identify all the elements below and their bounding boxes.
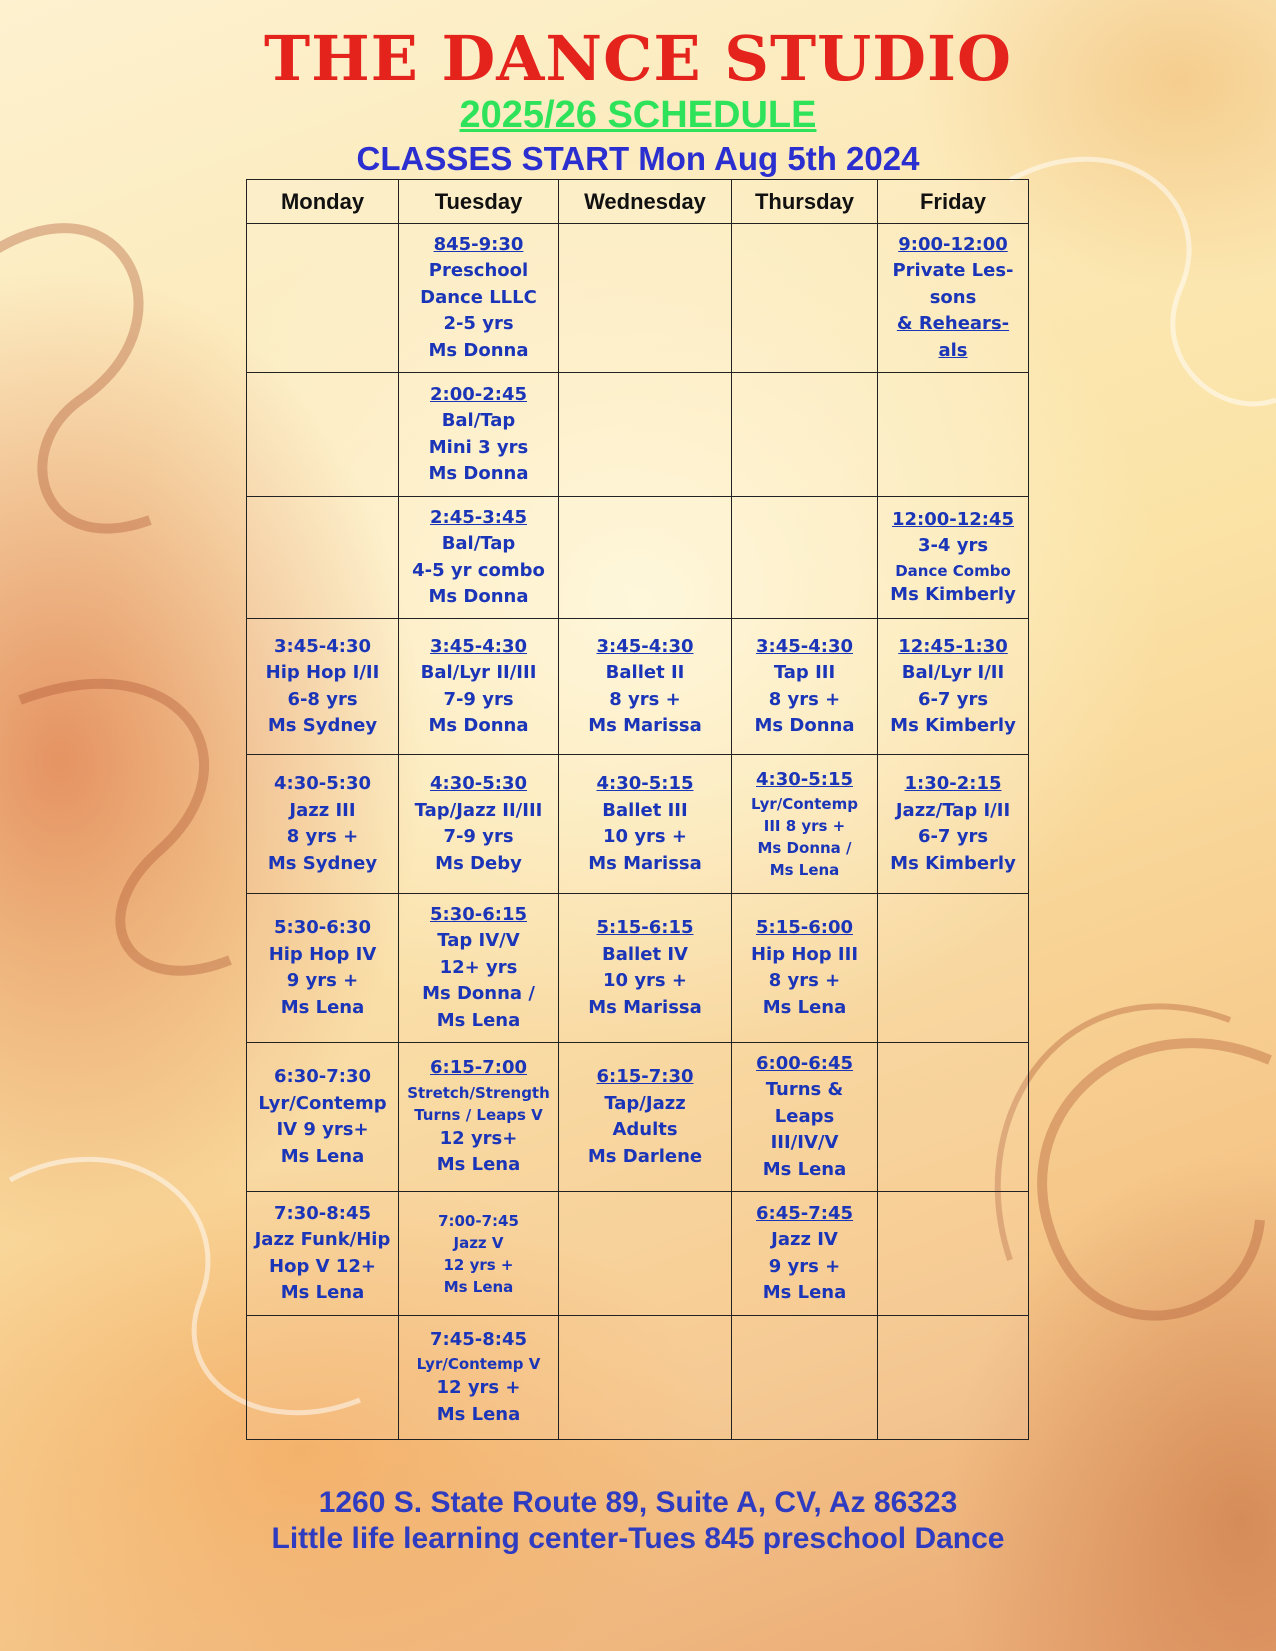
- class-detail: als: [938, 339, 968, 361]
- class-detail: Ms Lena: [762, 1158, 847, 1180]
- class-detail: Ballet IV: [602, 943, 688, 965]
- class-detail: Ms Marissa: [588, 715, 702, 736]
- class-time: 7:00-7:45: [438, 1211, 519, 1230]
- class-time: 3:45-4:30: [755, 635, 853, 657]
- class-detail: Ms Kimberly: [890, 715, 1016, 736]
- class-time: 2:45-3:45: [429, 506, 527, 528]
- class-detail: 8 yrs +: [768, 970, 841, 991]
- schedule-row: [247, 755, 1029, 894]
- class-detail: Ms Donna: [428, 463, 529, 484]
- class-cell-wednesday: [559, 755, 732, 894]
- class-detail: Ms Lena: [436, 1154, 521, 1176]
- class-detail: Lyr/Contemp: [258, 1092, 387, 1114]
- class-detail: Ms Sydney: [267, 715, 378, 736]
- class-detail: Bal/Lyr I/II: [901, 662, 1005, 683]
- class-cell-tuesday: [399, 1192, 559, 1316]
- schedule-row: [247, 894, 1029, 1043]
- class-detail: 8 yrs +: [768, 688, 841, 710]
- class-cell-tuesday: [399, 619, 559, 755]
- studio-address: 1260 S. State Route 89, Suite A, CV, Az 86323: [318, 1486, 958, 1519]
- class-time: 7:30-8:45: [273, 1202, 371, 1224]
- class-time: 6:15-7:30: [596, 1066, 694, 1087]
- class-detail: Ms Lena: [280, 996, 365, 1018]
- class-detail: Ms Darlene: [587, 1145, 703, 1167]
- class-cell-friday: [878, 755, 1029, 894]
- class-detail: Ms Marissa: [588, 852, 702, 874]
- class-cell-friday: [878, 619, 1029, 755]
- class-cell-friday: [878, 1192, 1029, 1316]
- day-header-row: [247, 180, 1029, 224]
- class-detail: Leaps: [774, 1105, 835, 1127]
- class-time: 6:30-7:30: [273, 1066, 371, 1087]
- class-time: 3:45-4:30: [596, 635, 694, 657]
- class-cell-thursday: [732, 894, 878, 1043]
- class-cell-wednesday: [559, 1316, 732, 1440]
- class-detail: Bal/Tap: [441, 410, 516, 431]
- class-cell-monday: [247, 1043, 399, 1192]
- class-time: 5:30-6:15: [429, 903, 527, 925]
- class-detail: 4-5 yr combo: [412, 559, 545, 581]
- schedule-subtitle: 2025/26 SCHEDULE: [459, 94, 817, 136]
- class-detail: Hip Hop III: [750, 943, 859, 965]
- class-detail: 10 yrs +: [603, 826, 687, 847]
- class-time: 7:45-8:45: [429, 1328, 527, 1350]
- class-cell-monday: [247, 619, 399, 755]
- class-detail: 7-9 yrs: [443, 826, 514, 847]
- class-time: 9:00-12:00: [898, 233, 1008, 255]
- class-detail: 6-8 yrs: [287, 688, 358, 710]
- class-detail: Adults: [612, 1119, 678, 1140]
- class-time: 4:30-5:30: [429, 773, 527, 794]
- class-cell-tuesday: [399, 224, 559, 373]
- class-detail: Turns &: [765, 1079, 844, 1101]
- class-detail: Jazz III: [289, 799, 356, 821]
- class-detail: Hip Hop I/II: [265, 662, 380, 683]
- class-cell-monday: [247, 894, 399, 1043]
- class-cell-thursday: [732, 1043, 878, 1192]
- class-time: 4:30-5:15: [755, 768, 853, 790]
- class-time: 4:30-5:15: [596, 773, 694, 794]
- class-cell-monday: [247, 1192, 399, 1316]
- class-detail: 9 yrs +: [768, 1255, 841, 1277]
- class-detail: Ballet III: [602, 799, 688, 821]
- class-detail: Ms Lena: [762, 1282, 847, 1303]
- class-detail: Ms Lena: [769, 861, 840, 880]
- class-cell-friday: [878, 894, 1029, 1043]
- class-cell-wednesday: [559, 1192, 732, 1316]
- class-detail: 3-4 yrs: [917, 535, 989, 557]
- class-detail: Ms Lena: [436, 1009, 521, 1031]
- schedule-row: [247, 1043, 1029, 1192]
- class-detail: Bal/Tap: [441, 533, 516, 554]
- class-time: 5:15-6:00: [755, 917, 853, 938]
- class-detail: sons: [929, 286, 977, 308]
- day-header-thursday: Thursday: [732, 180, 878, 224]
- class-cell-wednesday: [559, 373, 732, 497]
- class-cell-friday: [878, 1043, 1029, 1192]
- schedule-row: [247, 497, 1029, 619]
- class-detail: III/IV/V: [770, 1132, 839, 1154]
- class-detail: Stretch/Strength: [407, 1083, 550, 1102]
- class-cell-friday: [878, 497, 1029, 619]
- class-detail: & Rehears-: [896, 313, 1010, 335]
- class-detail: 12 yrs +: [436, 1377, 521, 1399]
- class-cell-monday: [247, 755, 399, 894]
- class-cell-monday: [247, 1316, 399, 1440]
- class-detail: Lyr/Contemp V: [416, 1355, 541, 1374]
- class-detail: Ms Kimberly: [890, 852, 1016, 874]
- studio-title: THE DANCE STUDIO: [263, 22, 1013, 95]
- class-time: 12:00-12:45: [891, 508, 1015, 530]
- class-cell-thursday: [732, 1316, 878, 1440]
- class-detail: 8 yrs +: [286, 826, 359, 847]
- class-cell-wednesday: [559, 619, 732, 755]
- class-detail: Tap/Jazz: [604, 1092, 686, 1114]
- class-cell-tuesday: [399, 755, 559, 894]
- class-detail: 2-5 yrs: [443, 313, 514, 335]
- schedule-body: [247, 224, 1029, 1440]
- schedule-table: [246, 179, 1029, 1440]
- class-detail: 12 yrs+: [439, 1127, 518, 1149]
- class-detail: Jazz IV: [771, 1229, 838, 1250]
- class-detail: Turns / Leaps V: [414, 1105, 543, 1124]
- class-detail: Mini 3 yrs: [428, 436, 529, 458]
- class-detail: Ms Donna /: [422, 983, 535, 1005]
- class-cell-monday: [247, 373, 399, 497]
- class-cell-monday: [247, 224, 399, 373]
- class-cell-thursday: [732, 619, 878, 755]
- class-cell-friday: [878, 224, 1029, 373]
- class-time: 12:45-1:30: [898, 635, 1008, 657]
- class-detail: 9 yrs +: [286, 970, 359, 991]
- class-detail: Tap III: [773, 662, 836, 683]
- class-time: 4:30-5:30: [273, 773, 371, 794]
- class-detail: Tap/Jazz II/III: [414, 799, 543, 821]
- class-detail: Ms Lena: [280, 1145, 365, 1167]
- class-detail: Ms Donna: [754, 715, 855, 736]
- class-cell-friday: [878, 1316, 1029, 1440]
- class-detail: Ms Donna: [428, 715, 529, 736]
- class-detail: Ms Lena: [436, 1403, 521, 1425]
- class-cell-thursday: [732, 755, 878, 894]
- class-detail: Ballet II: [605, 662, 685, 683]
- class-detail: Ms Lena: [280, 1282, 365, 1303]
- class-cell-wednesday: [559, 894, 732, 1043]
- class-cell-tuesday: [399, 1043, 559, 1192]
- schedule-row: [247, 224, 1029, 373]
- class-detail: Lyr/Contemp: [751, 795, 858, 814]
- class-detail: Dance Combo: [895, 561, 1011, 580]
- class-cell-tuesday: [399, 1316, 559, 1440]
- class-detail: IV 9 yrs+: [276, 1119, 369, 1140]
- class-detail: 12+ yrs: [439, 956, 518, 978]
- class-time: 3:45-4:30: [273, 635, 371, 657]
- class-detail: Hip Hop IV: [268, 943, 377, 965]
- day-header-tuesday: Tuesday: [399, 180, 559, 224]
- class-detail: 8 yrs +: [609, 688, 681, 710]
- class-detail: Tap IV/V: [437, 930, 520, 952]
- schedule-row: [247, 1316, 1029, 1440]
- class-cell-wednesday: [559, 1043, 732, 1192]
- class-cell-thursday: [732, 497, 878, 619]
- day-header-monday: Monday: [247, 180, 399, 224]
- class-detail: Ms Kimberly: [890, 583, 1016, 605]
- class-time: 6:00-6:45: [755, 1052, 853, 1074]
- class-time: 6:15-7:00: [429, 1057, 527, 1079]
- class-detail: 10 yrs +: [603, 970, 687, 991]
- class-detail: 7-9 yrs: [443, 688, 514, 710]
- schedule-row: [247, 373, 1029, 497]
- class-cell-tuesday: [399, 894, 559, 1043]
- class-time: 845-9:30: [433, 233, 524, 255]
- class-time: 1:30-2:15: [904, 773, 1002, 794]
- class-detail: 6-7 yrs: [917, 688, 989, 710]
- class-detail: Ms Lena: [443, 1277, 514, 1296]
- class-cell-wednesday: [559, 497, 732, 619]
- classes-start-note: CLASSES START Mon Aug 5th 2024: [356, 140, 920, 177]
- class-time: 3:45-4:30: [429, 635, 527, 657]
- class-detail: Ms Marissa: [588, 996, 702, 1018]
- class-time: 5:30-6:30: [273, 917, 371, 938]
- class-cell-tuesday: [399, 497, 559, 619]
- day-header-wednesday: Wednesday: [559, 180, 732, 224]
- class-detail: Ms Donna /: [757, 839, 852, 858]
- class-cell-friday: [878, 373, 1029, 497]
- class-detail: III 8 yrs +: [763, 817, 846, 836]
- class-cell-thursday: [732, 373, 878, 497]
- class-detail: Jazz V: [453, 1233, 504, 1252]
- class-detail: Ms Donna: [428, 339, 529, 361]
- day-header-friday: Friday: [878, 180, 1029, 224]
- class-time: 6:45-7:45: [755, 1202, 853, 1224]
- class-detail: Dance LLLC: [420, 286, 537, 308]
- class-cell-thursday: [732, 224, 878, 373]
- class-detail: Preschool: [428, 260, 529, 282]
- class-detail: 12 yrs +: [443, 1255, 514, 1274]
- class-detail: Ms Sydney: [267, 852, 378, 874]
- class-cell-wednesday: [559, 224, 732, 373]
- preschool-note: Little life learning center-Tues 845 preschool Dance: [271, 1522, 1005, 1555]
- class-detail: Ms Donna: [428, 586, 529, 607]
- class-detail: Hop V 12+: [269, 1255, 376, 1277]
- class-detail: 6-7 yrs: [917, 826, 989, 847]
- class-cell-tuesday: [399, 373, 559, 497]
- class-detail: Private Les-: [892, 260, 1014, 282]
- class-time: 2:00-2:45: [429, 383, 527, 405]
- class-detail: Jazz Funk/Hip: [254, 1229, 391, 1250]
- class-detail: Bal/Lyr II/III: [420, 662, 537, 683]
- class-time: 5:15-6:15: [596, 917, 694, 938]
- class-detail: Jazz/Tap I/II: [895, 799, 1011, 821]
- class-detail: Ms Lena: [762, 996, 847, 1018]
- schedule-row: [247, 619, 1029, 755]
- schedule-row: [247, 1192, 1029, 1316]
- class-detail: Ms Deby: [435, 852, 522, 874]
- class-cell-thursday: [732, 1192, 878, 1316]
- class-cell-monday: [247, 497, 399, 619]
